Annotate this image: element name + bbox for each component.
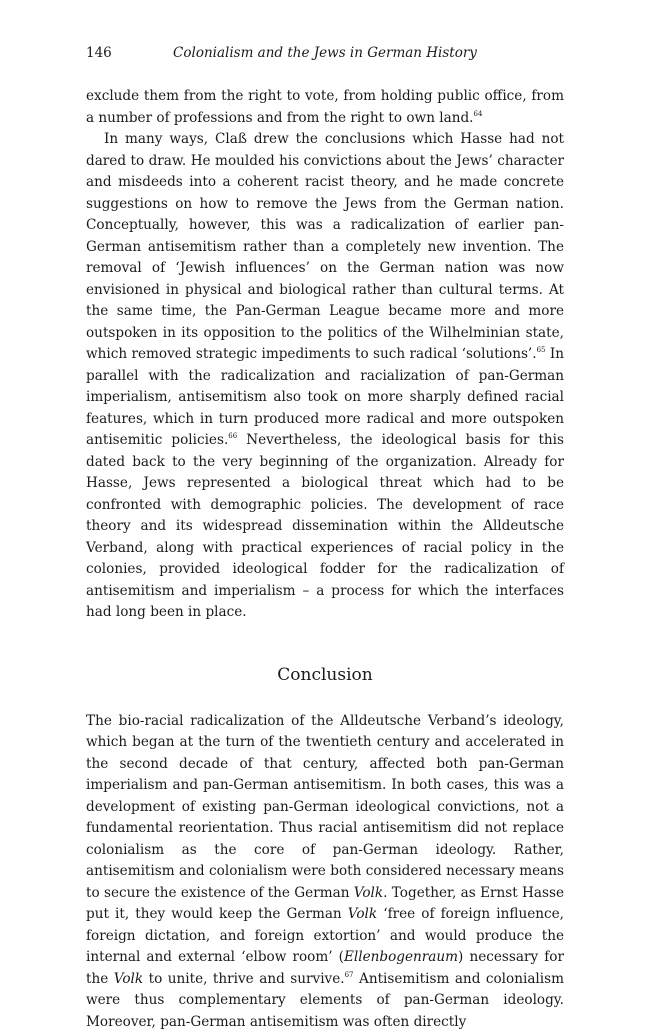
paragraph-text: to unite, thrive and survive. — [143, 971, 344, 987]
paragraph — [86, 129, 564, 624]
running-title: Colonialism and the Jews in German History — [86, 43, 564, 63]
paragraph — [86, 711, 564, 1033]
footnote-marker: 67 — [345, 971, 354, 979]
footnote-marker: 64 — [474, 110, 483, 118]
paragraph-text: ) necessary for the — [86, 949, 564, 987]
italic-term: Ellenbogenraum — [344, 949, 458, 965]
italic-term: Volk — [348, 906, 377, 922]
paragraph-text: ‘free of foreign influence, foreign dictation, and foreign extortion’ and would produce the internal and external ‘elbow room’ ( — [86, 906, 564, 965]
paragraph-text: . Together, as Ernst Hasse put it, they would keep the German — [86, 885, 564, 923]
paragraph-text: Nevertheless, the ideological basis for this dated back to the very beginning of the organization. Already for Hasse, Jews represented a biological threat which had to be confronted with demographic policies. The development of race theory and its widespread dissemination within the Alldeutsche Verband, along with practical experiences of racial policy in the colonies, provided ideological fodder for the radicalization of antisemitism and imperialism – a process for which the interfaces had long been in place. — [86, 432, 564, 620]
body-text — [86, 86, 564, 1033]
paragraph-text: The bio-racial radicalization of the Alldeutsche Verband’s ideology, which began at the turn of the twentieth century and accelerated in the second decade of that century, affected both pan-German imperialism and pan-German antisemitism. In both cases, this was a development of existing pan-German ideological convictions, not a fundamental reorientation. Thus racial antisemitism did not replace colonialism as the core of pan-German ideology. Rather, antisemitism and colonialism were both considered necessary means to secure the existence of the German — [86, 713, 564, 901]
paragraph-continued — [86, 86, 564, 129]
section-heading: Conclusion — [86, 664, 564, 686]
page-number: 146 — [86, 43, 112, 63]
paragraph-text: In parallel with the radicalization and racialization of pan-German imperialism, antisemitism also took on more sharply defined racial features, which in turn produced more radical and more outspoken antisemitic policies. — [86, 346, 564, 448]
paragraph-text: Antisemitism and colonialism were thus complementary elements of pan-German ideology. Moreover, pan-German antisemitism was often directly — [86, 971, 564, 1030]
paragraph-text: exclude them from the right to vote, from holding public office, from a number of professions and from the right to own land. — [86, 88, 564, 126]
footnote-marker: 66 — [228, 432, 237, 440]
italic-term: Volk — [114, 971, 143, 987]
footnote-marker: 65 — [537, 346, 546, 354]
italic-term: Volk — [354, 885, 383, 901]
paragraph-text: In many ways, Claß drew the conclusions which Hasse had not dared to draw. He moulded his convictions about the Jews’ character and misdeeds into a coherent racist theory, and he made concrete suggestions on how to remove the Jews from the German nation. Conceptually, however, this was a radicalization of earlier pan-German antisemitism rather than a completely new invention. The removal of ‘Jewish influences’ on the German nation was now envisioned in physical and biological rather than cultural terms. At the same time, the Pan-German League became more and more outspoken in its opposition to the politics of the Wilhelminian state, which removed strategic impediments to such radical ‘solutions’. — [86, 131, 564, 362]
